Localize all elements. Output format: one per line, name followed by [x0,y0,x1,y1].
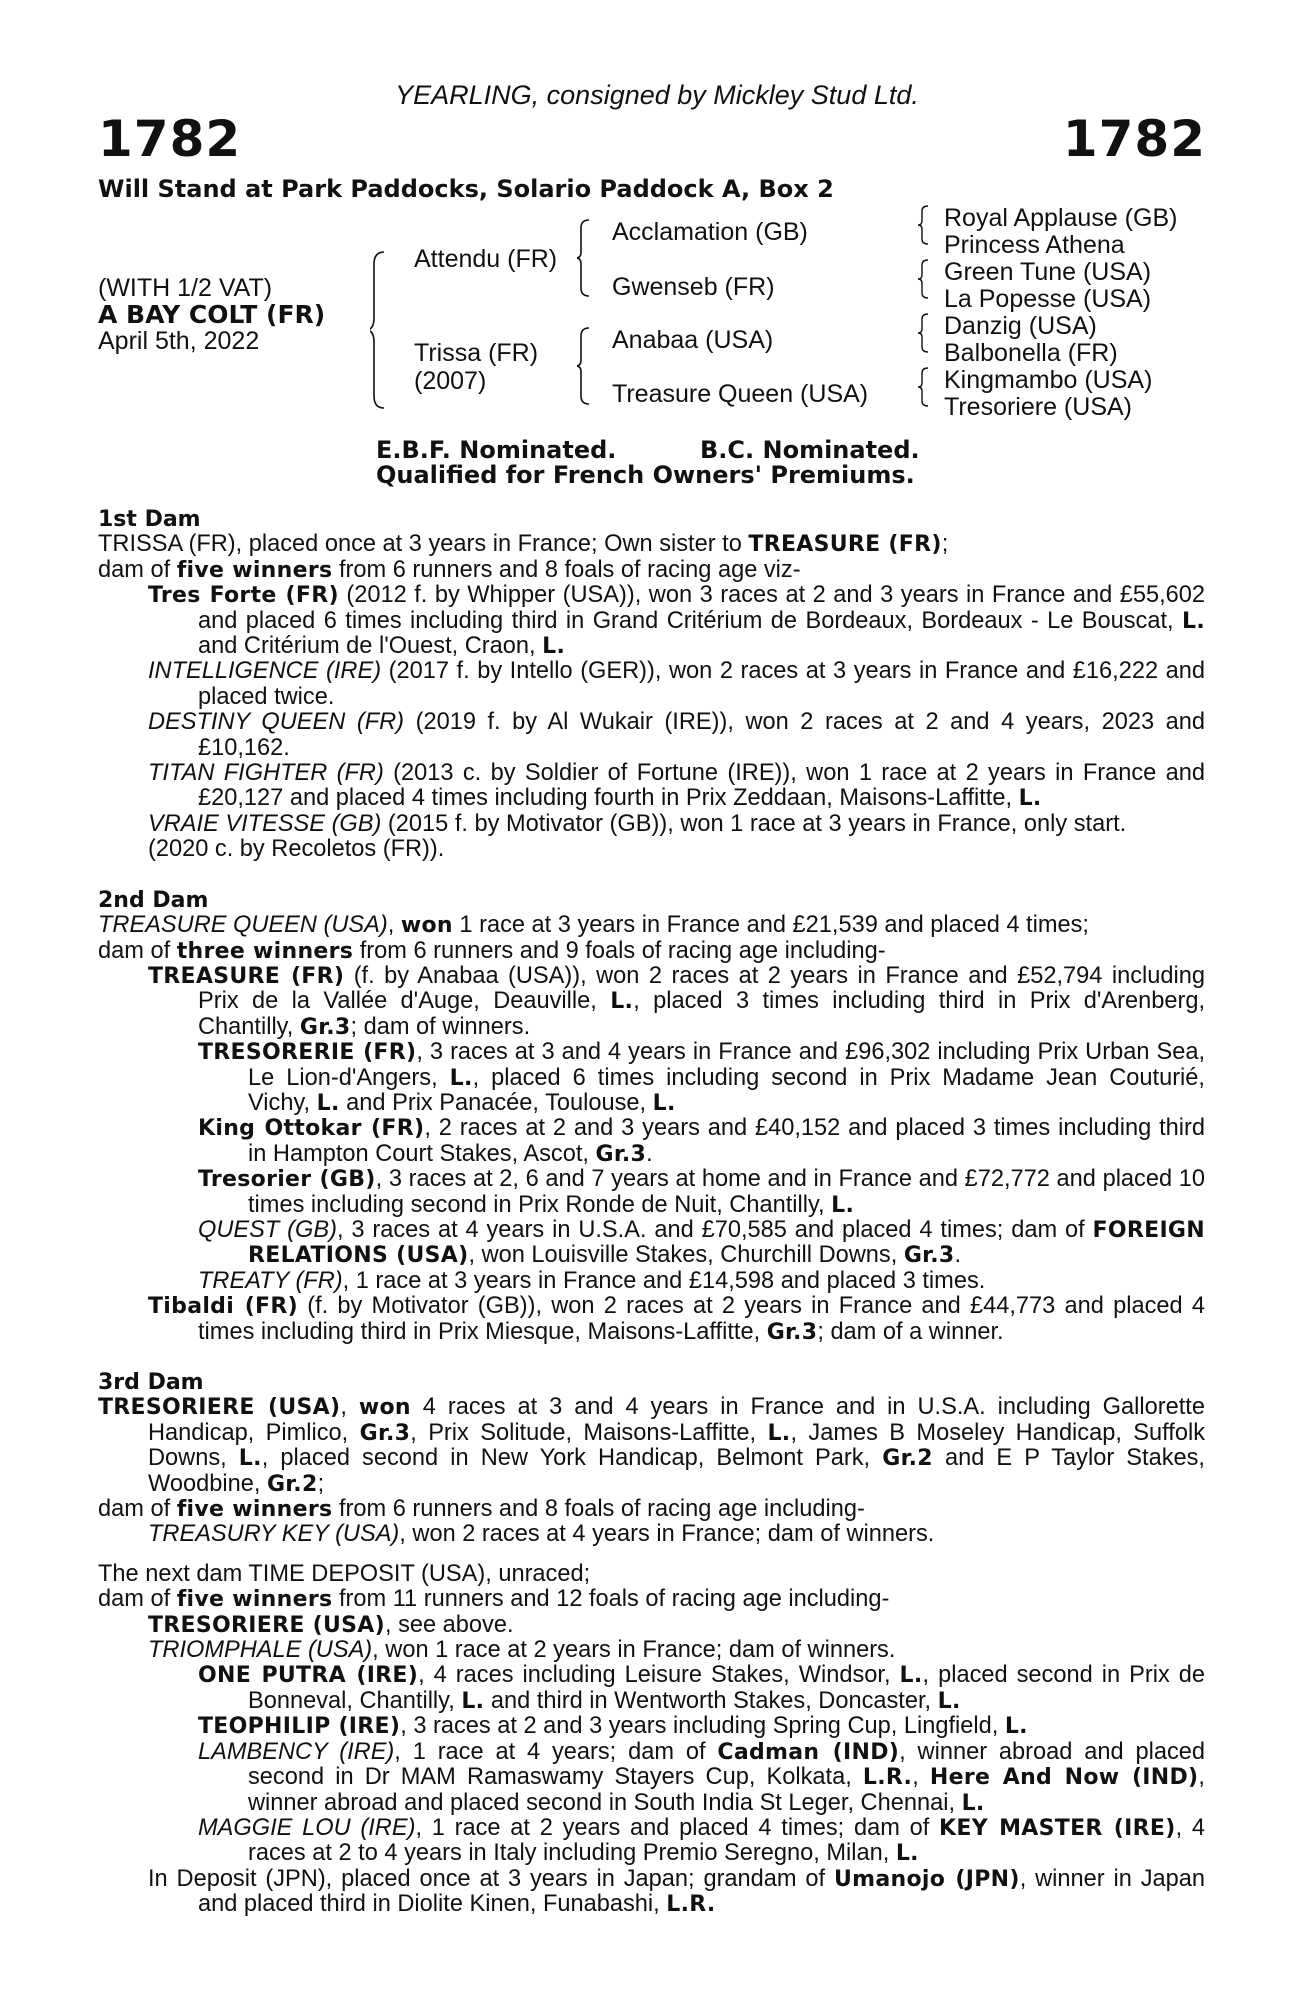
produce-entry: DESTINY QUEEN (FR) (2019 f. by Al Wukair (IRE)), won 2 races at 2 and 4 years, 2023 and £10,162. [148,709,1205,761]
consignment-line: YEARLING, consigned by Mickley Stud Ltd. [395,80,919,110]
horse-name: A BAY COLT (FR) [98,300,326,329]
dam-produce-summary: dam of five winners from 6 runners and 8 foals of racing age viz- [98,556,801,583]
section-heading: 3rd Dam [98,1370,204,1395]
bc-nomination: B.C. Nominated. [700,436,920,464]
lot-number-right: 1782 [1062,110,1206,168]
dam-summary: TREASURE QUEEN (USA), won 1 race at 3 years in France and £21,539 and placed 4 times; [98,912,1089,939]
section-heading: 1st Dam [98,507,201,532]
produce-entry: Tres Forte (FR) (2012 f. by Whipper (USA)), won 3 races at 2 and 3 years in France and £55,602 and placed 6 times including third in Grand Critérium de Bordeaux, Bordeaux - Le Bouscat, L. and Critérium de l'Ouest, Craon, L. [148,582,1206,660]
dam-summary: TRISSA (FR), placed once at 3 years in France; Own sister to TREASURE (FR); [98,531,949,558]
produce-entry: VRAIE VITESSE (GB) (2015 f. by Motivator (GB)), won 1 race at 3 years in France, only start. [148,810,1127,837]
stand-location: Will Stand at Park Paddocks, Solario Paddock A, Box 2 [98,175,834,203]
dam-produce-summary: dam of three winners from 6 runners and 9 foals of racing age including- [98,937,886,964]
produce-entry: TREATY (FR), 1 race at 3 years in France and £14,598 and placed 3 times. [198,1267,986,1294]
dam-produce-summary: dam of five winners from 11 runners and 12 foals of racing age including- [98,1586,890,1613]
pedigree-g3: Balbonella (FR) [944,339,1118,367]
pedigree-brace-g3-4 [918,366,932,408]
pedigree-g3: Royal Applause (GB) [944,204,1178,232]
next-dam-section [98,1562,1205,1918]
pedigree-brace-g3-1 [918,204,932,246]
vat-note: (WITH 1/2 VAT) [98,274,273,302]
produce-entry: TREASURE (FR) (f. by Anabaa (USA)), won 2 races at 2 years in France and £52,794 including Prix de la Vallée d'Auge, Deauville, L., placed 3 times including third in Prix d'Arenberg, Chantilly, Gr.3; dam of winners. [148,962,1206,1040]
pedigree-dam-year: (2007) [414,367,487,395]
foaling-date: April 5th, 2022 [98,327,260,355]
first-dam-section [98,507,1205,863]
section-heading: 2nd Dam [98,887,209,913]
pedigree-sire: Attendu (FR) [414,245,558,273]
pedigree-brace-sire [577,218,595,298]
pedigree-brace-g3-3 [918,312,932,354]
pedigree-brace-main [370,250,390,410]
produce-entry: TRESORIERE (USA), see above. [148,1611,514,1638]
pedigree-brace-dam [577,326,595,406]
produce-entry: TITAN FIGHTER (FR) (2013 c. by Soldier of Fortune (IRE)), won 1 race at 2 years in France and £20,127 and placed 4 times including fourth in Prix Zeddaan, Maisons-Laffitte, L. [148,760,1205,812]
produce-entry: King Ottokar (FR), 2 races at 2 and 3 years and £40,152 and placed 3 times including third in Hampton Court Stakes, Ascot, Gr.3. [198,1115,1205,1167]
lot-number-left: 1782 [98,110,242,168]
third-dam-section [98,1370,1205,1548]
dam-summary: TRESORIERE (USA), won 4 races at 3 and 4 years in France and in U.S.A. including Gallorette Handicap, Pimlico, Gr.3, Prix Solitude, Maisons-Laffitte, L., James B Moseley Handicap, Suffolk Downs, L., placed second in New York Handicap, Belmont Park, Gr.2 and E P Taylor Stakes, Woodbine, Gr.2; [98,1394,1205,1497]
produce-entry: Tresorier (GB), 3 races at 2, 6 and 7 years at home and in France and £72,772 and placed 10 times including second in Prix Ronde de Nuit, Chantilly, L. [198,1166,1205,1218]
produce-entry: ONE PUTRA (IRE), 4 races including Leisure Stakes, Windsor, L., placed second in Prix de Bonneval, Chantilly, L. and third in Wentworth Stakes, Doncaster, L. [198,1662,1205,1714]
pedigree-g3: Princess Athena [944,231,1125,259]
pedigree-dam-dam: Treasure Queen (USA) [612,380,869,408]
pedigree-g3: Kingmambo (USA) [944,366,1153,394]
produce-entry: TEOPHILIP (IRE), 3 races at 2 and 3 years including Spring Cup, Lingfield, L. [198,1713,1028,1740]
produce-entry: LAMBENCY (IRE), 1 race at 4 years; dam of Cadman (IND), winner abroad and placed second in Dr MAM Ramaswamy Stayers Cup, Kolkata, L.R., Here And Now (IND), winner abroad and placed second in South India St Leger, Chennai, L. [198,1738,1206,1816]
pedigree-g3: La Popesse (USA) [944,285,1152,313]
produce-entry: TRIOMPHALE (USA), won 1 race at 2 years in France; dam of winners. [148,1637,896,1664]
pedigree-g3: Danzig (USA) [944,312,1097,340]
ebf-nomination: E.B.F. Nominated. [376,436,617,464]
dam-produce-summary: dam of five winners from 6 runners and 8 foals of racing age including- [98,1496,865,1523]
dam-summary: The next dam TIME DEPOSIT (USA), unraced; [98,1560,591,1587]
produce-entry: TREASURY KEY (USA), won 2 races at 4 years in France; dam of winners. [148,1521,935,1548]
produce-entry: (2020 c. by Recoletos (FR)). [148,836,445,863]
pedigree-dam-sire: Anabaa (USA) [612,326,774,354]
produce-entry: Tibaldi (FR) (f. by Motivator (GB)), won 2 races at 2 years in France and £44,773 and placed 4 times including third in Prix Miesque, Maisons-Laffitte, Gr.3; dam of a winner. [148,1293,1205,1345]
catalogue-page-body [98,507,1205,1918]
produce-entry: INTELLIGENCE (IRE) (2017 f. by Intello (GER)), won 2 races at 3 years in France and £16,222 and placed twice. [148,658,1206,710]
pedigree-g3: Green Tune (USA) [944,258,1152,286]
produce-entry: MAGGIE LOU (IRE), 1 race at 2 years and placed 4 times; dam of KEY MASTER (IRE), 4 races at 2 to 4 years in Italy including Premio Seregno, Milan, L. [198,1814,1205,1867]
pedigree-dam: Trissa (FR) [414,339,539,367]
produce-entry: TRESORERIE (FR), 3 races at 3 and 4 years in France and £96,302 including Prix Urban Sea, Le Lion-d'Angers, L., placed 6 times including second in Prix Madame Jean Couturié, Vichy, L. and Prix Panacée, Toulouse, L. [198,1039,1205,1116]
pedigree-sire-dam: Gwenseb (FR) [612,273,775,301]
produce-entry: In Deposit (JPN), placed once at 3 years in Japan; grandam of Umanojo (JPN), winner in Japan and placed third in Diolite Kinen, Funabashi, L.R. [148,1865,1205,1918]
produce-entry: QUEST (GB), 3 races at 4 years in U.S.A. and £70,585 and placed 4 times; dam of FOREIGN RELATIONS (USA), won Louisville Stakes, Churchill Downs, Gr.3. [198,1216,1206,1269]
owners-premiums: Qualified for French Owners' Premiums. [376,461,915,489]
pedigree-brace-g3-2 [918,258,932,300]
pedigree-g3: Tresoriere (USA) [944,393,1132,421]
second-dam-section [98,888,1205,1345]
pedigree-sire-sire: Acclamation (GB) [612,218,808,246]
